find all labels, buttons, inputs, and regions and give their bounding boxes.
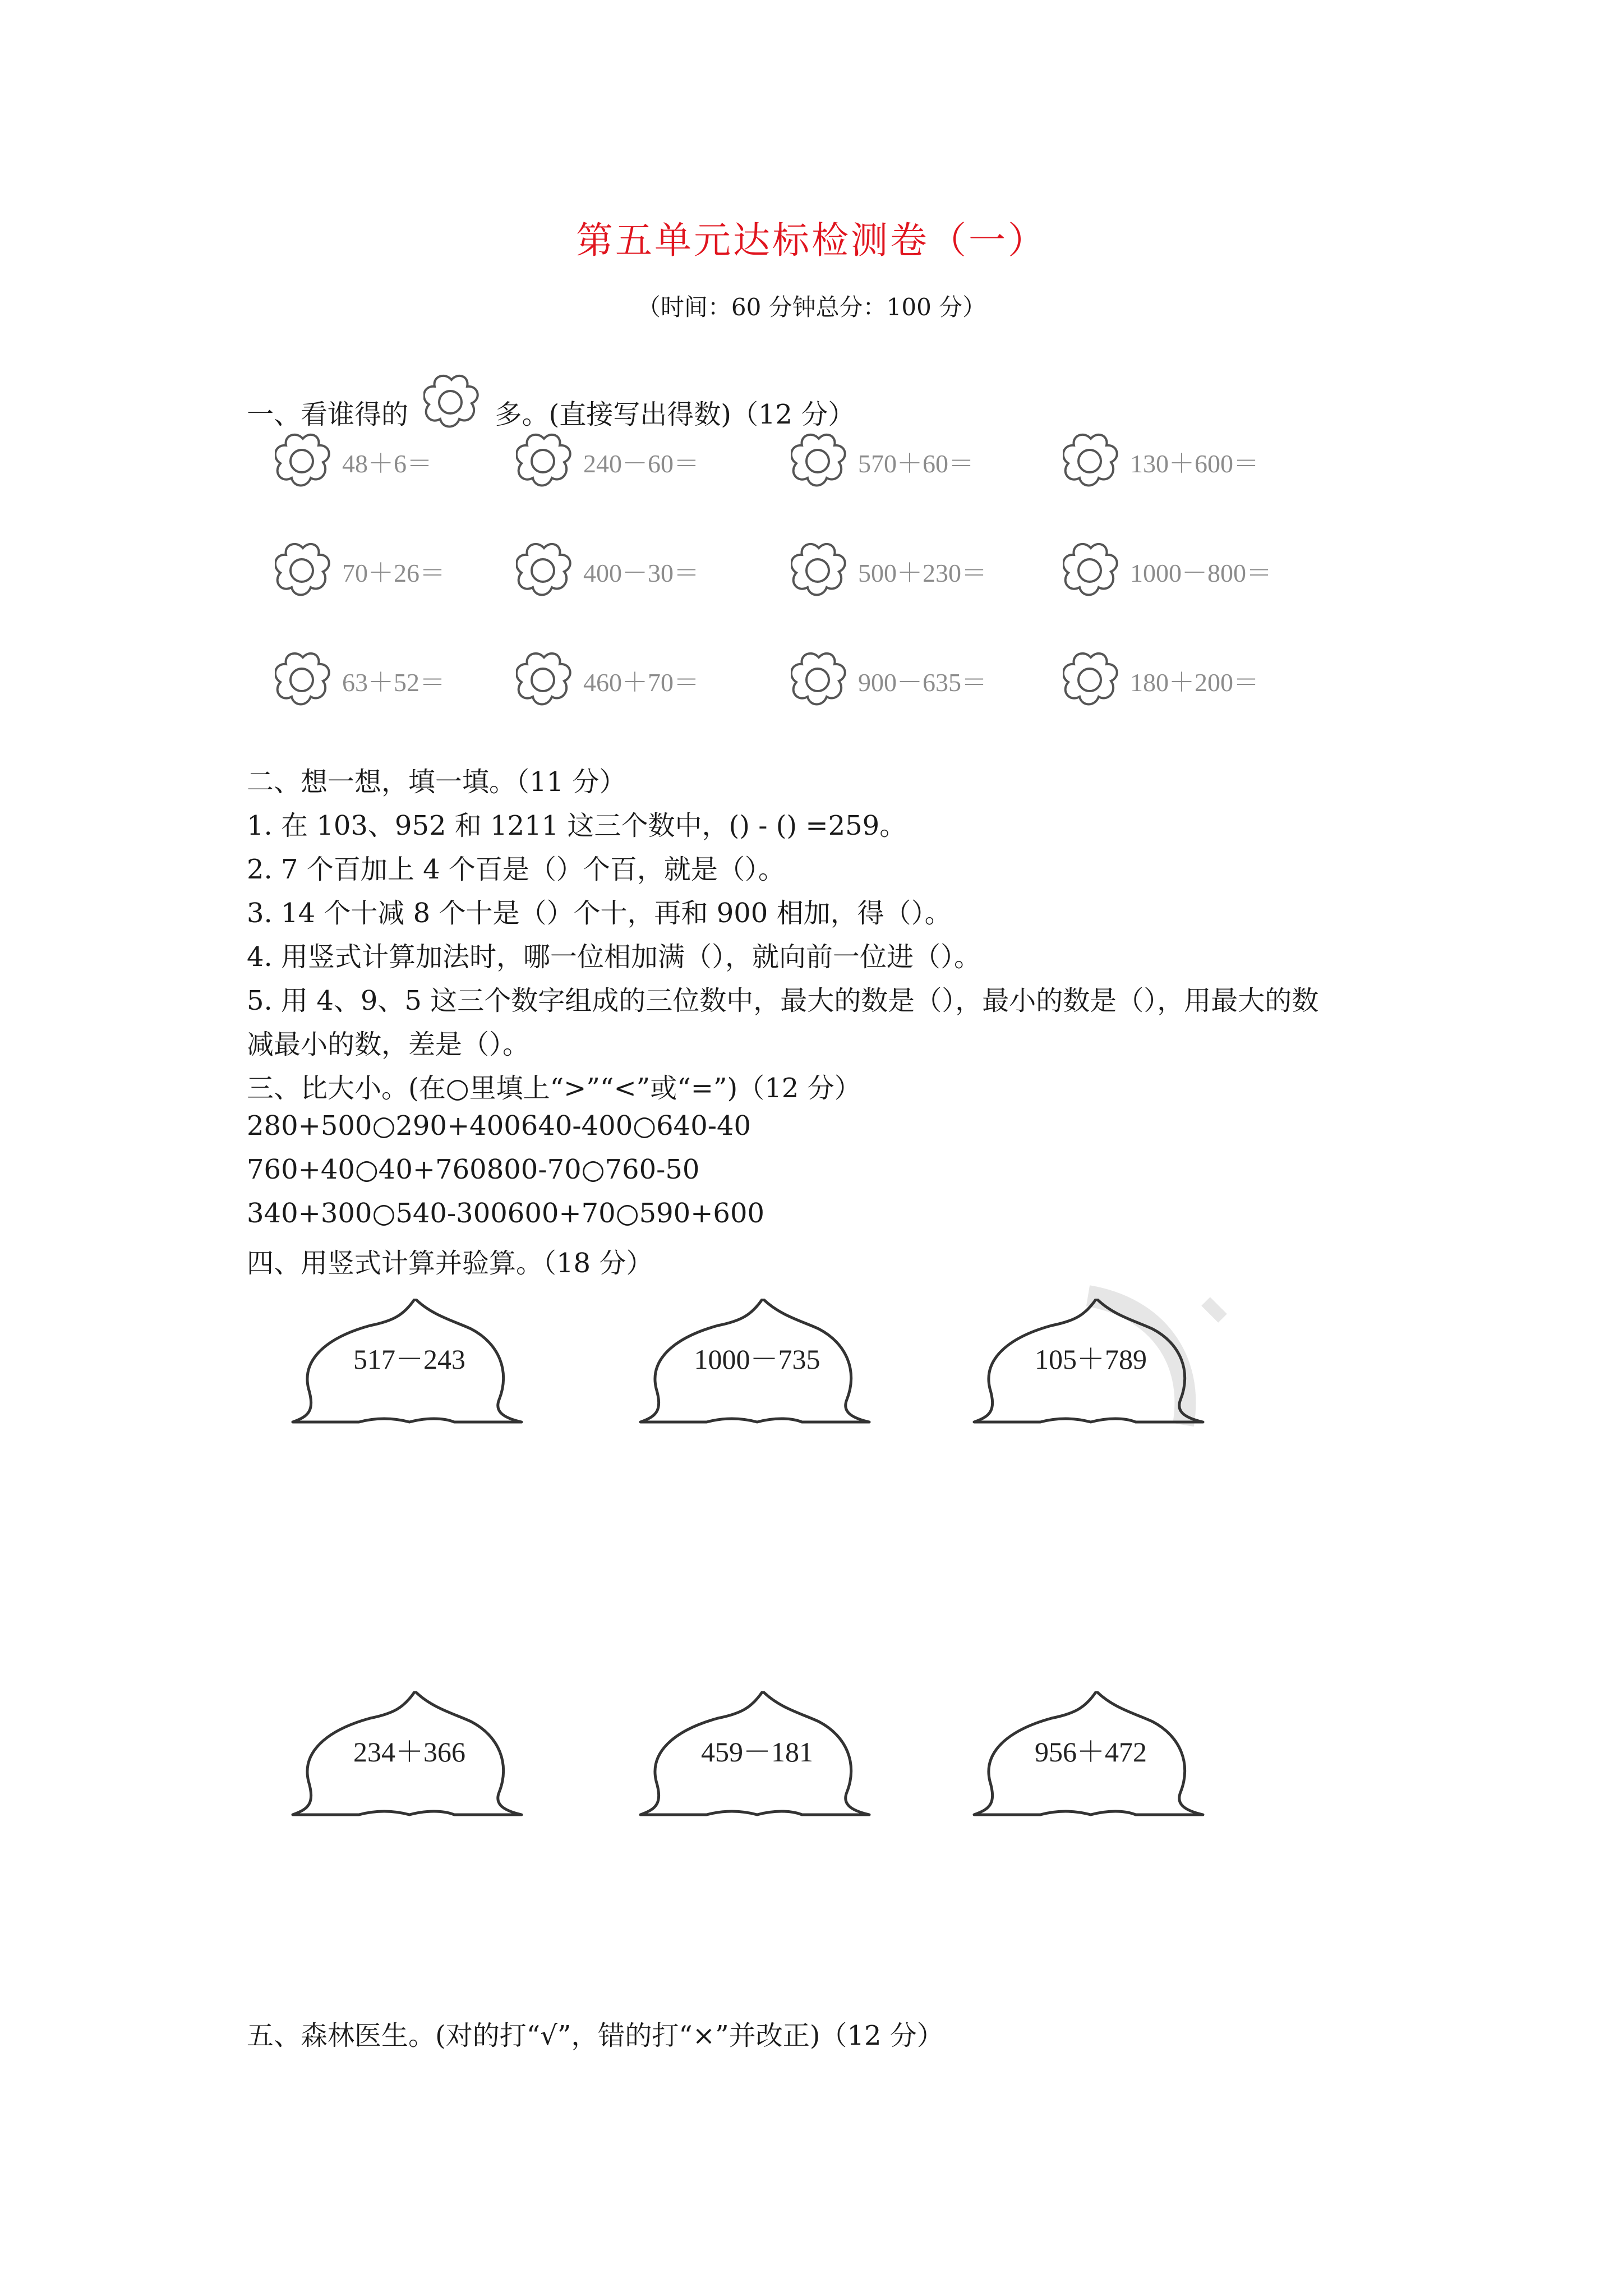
flower-icon bbox=[791, 432, 847, 488]
math-problem: 240－60＝ bbox=[583, 449, 699, 478]
section1-prefix: 一、看谁得的 bbox=[247, 399, 409, 430]
flower-icon bbox=[1063, 432, 1119, 488]
compare-row-3: 340+300○540-300600+70○590+600 bbox=[247, 1198, 765, 1229]
page-title: 第五单元达标检测卷（一） bbox=[576, 219, 1047, 262]
calc-cloud bbox=[286, 1691, 533, 1826]
math-problem: 48＋6＝ bbox=[342, 449, 432, 478]
compare-row-1: 280+500○290+400640-400○640-40 bbox=[247, 1110, 751, 1142]
math-problem: 900－635＝ bbox=[858, 668, 987, 697]
flower-icon bbox=[423, 373, 479, 429]
fill-item-4: 4. 用竖式计算加法时，哪一位相加满（），就向前一位进（）。 bbox=[247, 941, 981, 973]
exam-info: （时间：60 分钟总分：100 分） bbox=[637, 293, 986, 321]
fill-item-5: 5. 用 4、9、5 这三个数字组成的三位数中，最大的数是（），最小的数是（），用最大的数 bbox=[247, 985, 1319, 1016]
mental-math-grid bbox=[275, 432, 1340, 724]
fill-item-3: 3. 14 个十减 8 个十是（）个十，再和 900 相加，得（）。 bbox=[247, 898, 952, 929]
calc-cloud bbox=[286, 1299, 533, 1433]
math-problem: 180＋200＝ bbox=[1130, 668, 1259, 697]
math-problem: 130＋600＝ bbox=[1130, 449, 1259, 478]
flower-icon bbox=[1063, 541, 1119, 597]
calc-cloud bbox=[634, 1691, 880, 1826]
math-problem: 70＋26＝ bbox=[342, 559, 445, 587]
math-problem: 400－30＝ bbox=[583, 559, 699, 587]
section5-heading: 五、森林医生。(对的打“√”，错的打“×”并改正)（12 分） bbox=[247, 2020, 944, 2051]
flower-icon bbox=[516, 541, 572, 597]
math-problem: 1000－800＝ bbox=[1130, 559, 1272, 587]
compare-row-2: 760+40○40+760800-70○760-50 bbox=[247, 1154, 700, 1185]
calc-cloud bbox=[967, 1691, 1214, 1826]
calc-cloud bbox=[634, 1299, 880, 1433]
math-problem: 500＋230＝ bbox=[858, 559, 987, 587]
fill-item-1: 1. 在 103、952 和 1211 这三个数中，() - () =259。 bbox=[247, 810, 907, 841]
cloud-problem: 459－181 bbox=[701, 1736, 813, 1768]
flower-icon bbox=[516, 651, 572, 707]
math-problem: 570＋60＝ bbox=[858, 449, 974, 478]
calc-cloud bbox=[967, 1299, 1214, 1433]
flower-icon bbox=[275, 541, 331, 597]
section1-suffix: 多。(直接写出得数)（12 分） bbox=[495, 399, 855, 430]
flower-icon bbox=[791, 651, 847, 707]
section2-heading: 二、想一想，填一填。（11 分） bbox=[247, 766, 626, 798]
cloud-problem: 105＋789 bbox=[1035, 1343, 1147, 1375]
cloud-problem: 1000－735 bbox=[694, 1343, 820, 1375]
flower-icon bbox=[791, 541, 847, 597]
math-problem: 460＋70＝ bbox=[583, 668, 699, 697]
flower-icon bbox=[516, 432, 572, 488]
flower-icon bbox=[275, 651, 331, 707]
section4-heading: 四、用竖式计算并验算。（18 分） bbox=[247, 1248, 653, 1279]
cloud-problem: 517－243 bbox=[353, 1343, 465, 1375]
cloud-problem: 956＋472 bbox=[1035, 1736, 1147, 1768]
fill-item-2: 2. 7 个百加上 4 个百是（）个百，就是（）。 bbox=[247, 854, 785, 885]
section1-heading bbox=[247, 373, 855, 431]
flower-icon bbox=[1063, 651, 1119, 707]
fill-item-5-cont: 减最小的数，差是（）。 bbox=[247, 1029, 530, 1060]
section3-heading: 三、比大小。(在○里填上“>”“<”或“=”)（12 分） bbox=[247, 1073, 861, 1104]
math-problem: 63＋52＝ bbox=[342, 668, 445, 697]
cloud-problem: 234＋366 bbox=[353, 1736, 465, 1768]
flower-icon bbox=[275, 432, 331, 488]
